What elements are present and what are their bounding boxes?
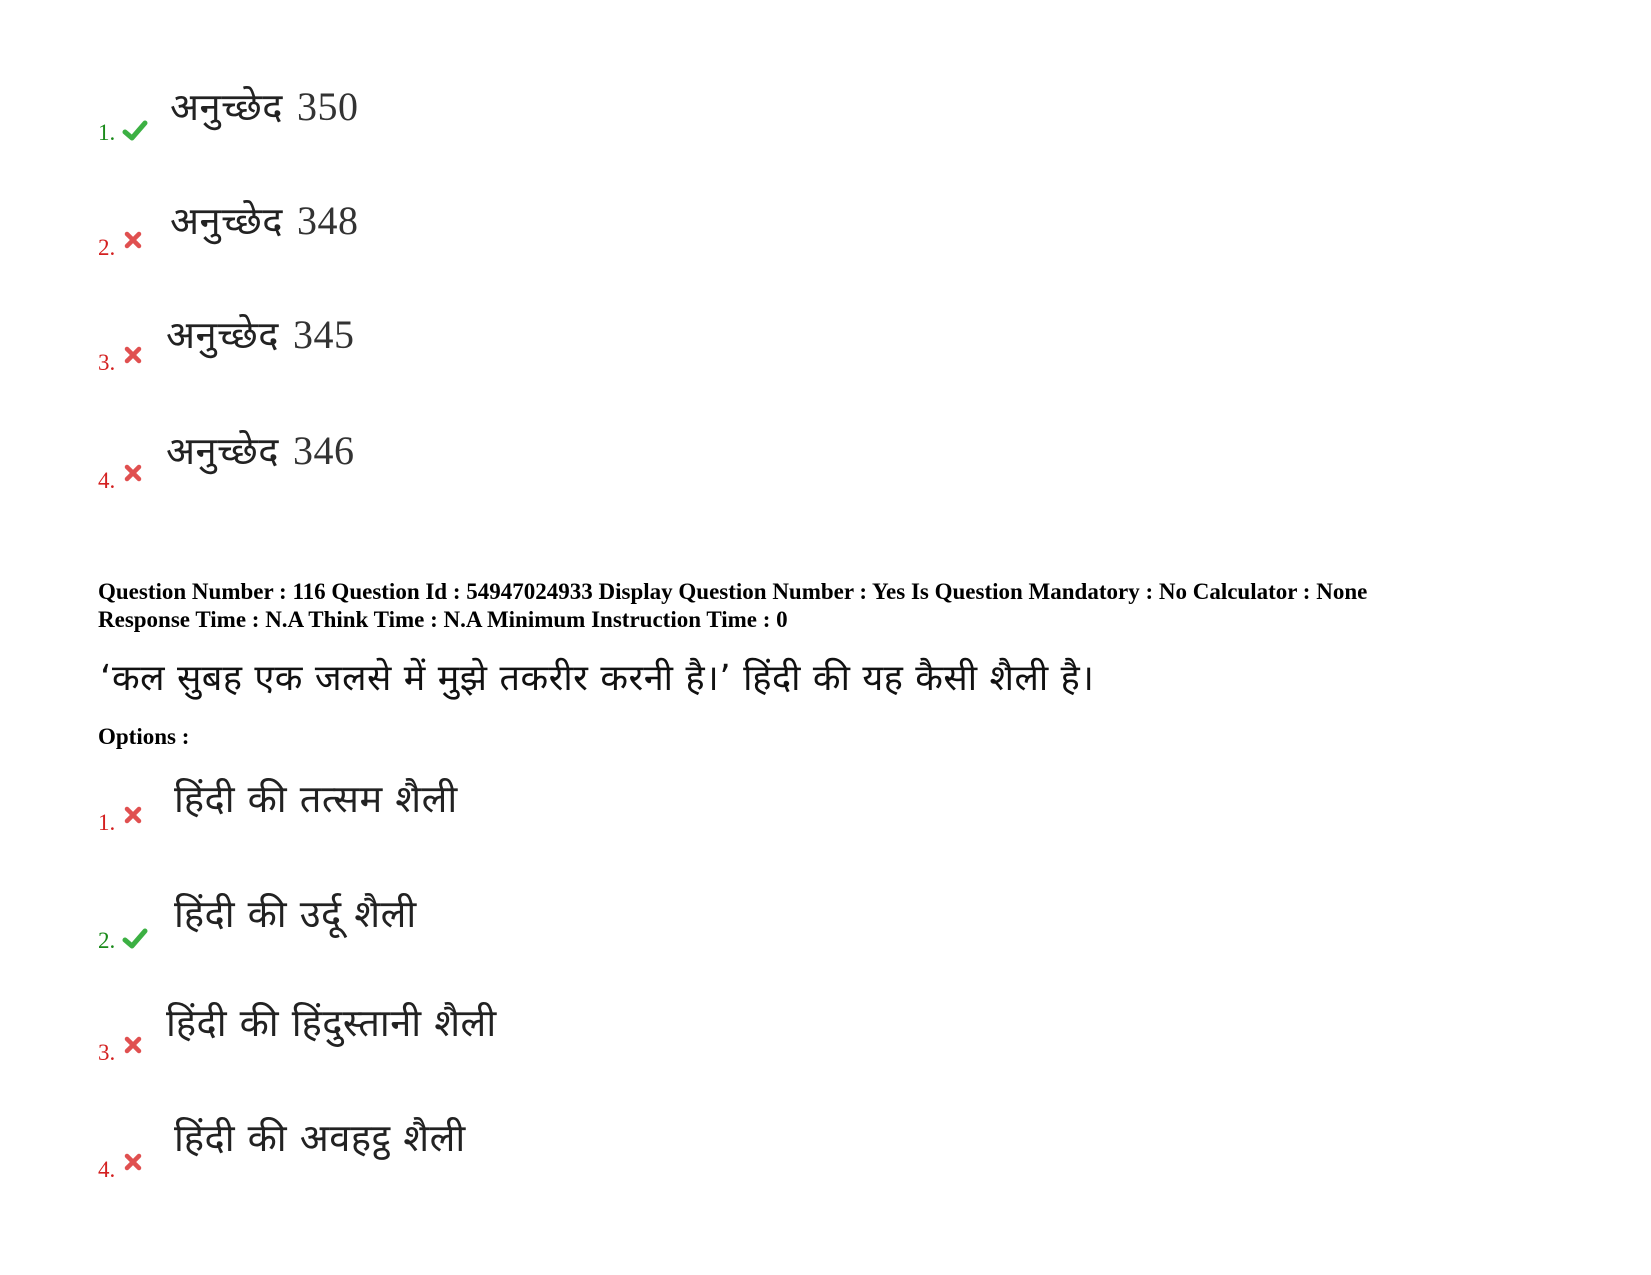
cross-icon (124, 1036, 142, 1054)
check-icon (122, 926, 148, 952)
option-3 (0, 990, 900, 1090)
option-word: अनुच्छेद (166, 313, 279, 357)
option-number: 1. (98, 810, 116, 835)
option-1 (0, 760, 900, 860)
prev-option-1 (0, 70, 900, 170)
option-4 (0, 1107, 900, 1207)
options-label: Options : (98, 724, 190, 749)
cross-icon (124, 464, 142, 482)
question-meta-line1: Question Number : 116 Question Id : 54947024933 Display Question Number : Yes Is Question Mandatory : No Calculator : None (98, 579, 1368, 604)
option-value: 348 (296, 198, 359, 243)
option-text (166, 308, 354, 360)
option-number: 2. (98, 928, 116, 953)
cross-icon (124, 231, 142, 249)
option-number: 3. (98, 350, 116, 375)
option-text (170, 80, 358, 132)
option-text: हिंदी की अवहट्ठ शैली (174, 1116, 466, 1160)
prev-option-3 (0, 300, 900, 400)
option-number: 1. (98, 120, 116, 145)
option-word: अनुच्छेद (170, 199, 283, 243)
question-meta-line2: Response Time : N.A Think Time : N.A Minimum Instruction Time : 0 (98, 607, 788, 632)
option-value: 345 (292, 312, 355, 357)
option-word: अनुच्छेद (170, 85, 283, 129)
question-text: ‘कल सुबह एक जलसे में मुझे तकरीर करनी है।’ हिंदी की यह कैसी शैली है। (100, 658, 1095, 699)
option-number: 3. (98, 1040, 116, 1065)
option-number: 4. (98, 1157, 116, 1182)
question-meta (98, 578, 1367, 634)
option-number: 2. (98, 235, 116, 260)
option-number: 4. (98, 468, 116, 493)
prev-option-4 (0, 418, 900, 518)
option-2 (0, 878, 900, 978)
check-icon (122, 118, 148, 144)
cross-icon (124, 346, 142, 364)
option-value: 350 (296, 84, 359, 129)
option-text (166, 424, 354, 476)
cross-icon (124, 1153, 142, 1171)
option-value: 346 (292, 428, 355, 473)
option-text: हिंदी की तत्सम शैली (174, 777, 458, 821)
option-text: हिंदी की हिंदुस्तानी शैली (166, 1001, 497, 1045)
option-text: हिंदी की उर्दू शैली (174, 892, 417, 936)
prev-option-2 (0, 185, 900, 285)
option-text (170, 194, 358, 246)
option-word: अनुच्छेद (166, 429, 279, 473)
cross-icon (124, 806, 142, 824)
